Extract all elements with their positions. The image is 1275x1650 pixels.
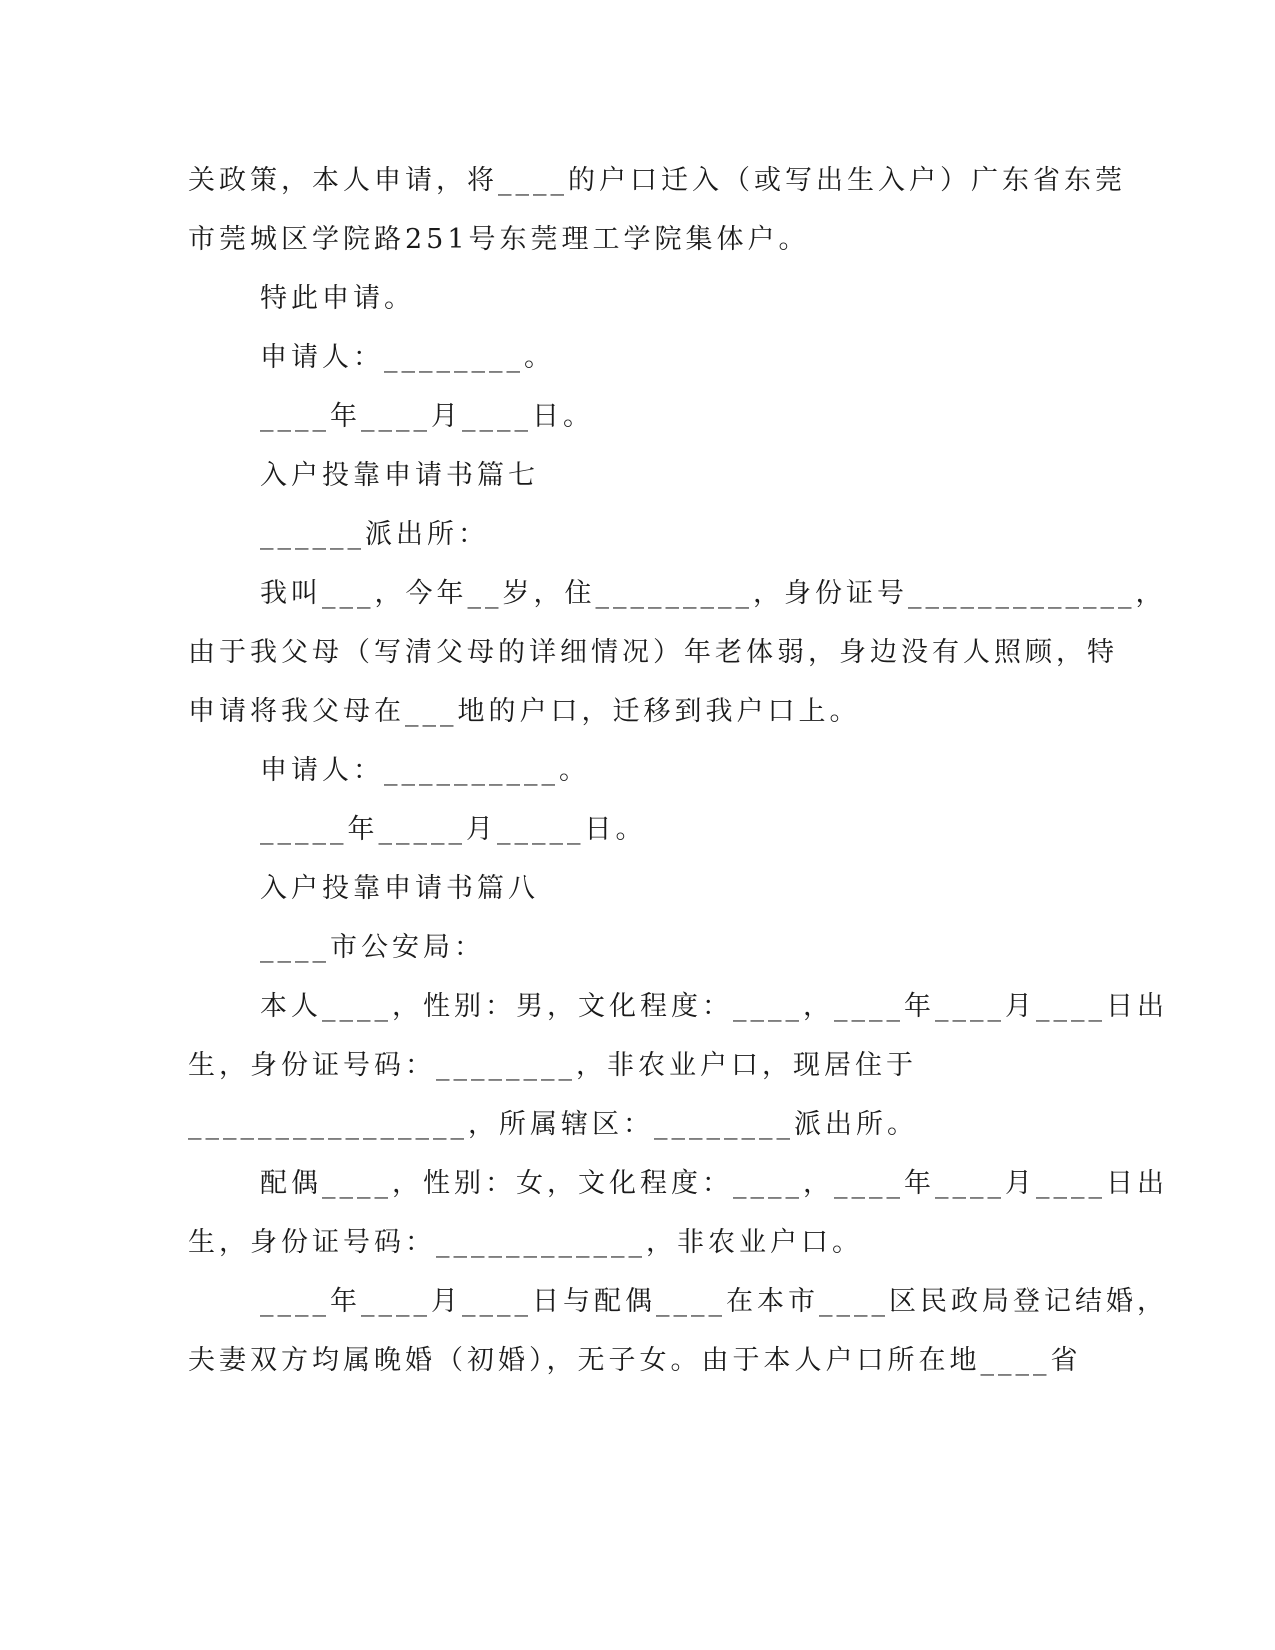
body-line-spouse-id: 生，身份证号码：____________，非农业户口。 — [188, 1227, 863, 1258]
addressee-line: ______派出所： — [260, 519, 489, 550]
body-line-id: 生，身份证号码：________，非农业户口，现居住于 — [188, 1050, 917, 1081]
date-line: _____年_____月_____日。 — [260, 814, 647, 845]
body-line-address: ________________，所属辖区：________派出所。 — [188, 1109, 918, 1140]
body-line-2: 市莞城区学院路251号东莞理工学院集体户。 — [188, 224, 810, 255]
body-line-self-info: 本人____，性别：男，文化程度：____，____年____月____日出 — [260, 991, 1168, 1022]
date-line: ____年____月____日。 — [260, 401, 594, 432]
closing-text: 特此申请。 — [260, 283, 415, 314]
body-line-1: 关政策，本人申请，将____的户口迁入（或写出生入户）广东省东莞 — [188, 165, 1126, 196]
body-line-status: 夫妻双方均属晚婚（初婚），无子女。由于本人户口所在地____省 — [188, 1345, 1082, 1376]
body-line-marriage: ____年____月____日与配偶____在本市____区民政局登记结婚， — [260, 1286, 1168, 1317]
body-line-request: 申请将我父母在___地的户口，迁移到我户口上。 — [188, 696, 861, 727]
section-heading-eight: 入户投靠申请书篇八 — [260, 873, 539, 904]
section-heading-seven: 入户投靠申请书篇七 — [260, 460, 539, 491]
body-line-reason: 由于我父母（写清父母的详细情况）年老体弱，身边没有人照顾，特 — [188, 637, 1118, 668]
applicant-signature-line: 申请人：________。 — [260, 342, 555, 373]
body-line-spouse-info: 配偶____，性别：女，文化程度：____，____年____月____日出 — [260, 1168, 1168, 1199]
addressee-line: ____市公安局： — [260, 932, 485, 963]
applicant-signature-line: 申请人：__________。 — [260, 755, 590, 786]
body-line-intro: 我叫___，今年__岁，住_________，身份证号_____________， — [260, 578, 1167, 609]
